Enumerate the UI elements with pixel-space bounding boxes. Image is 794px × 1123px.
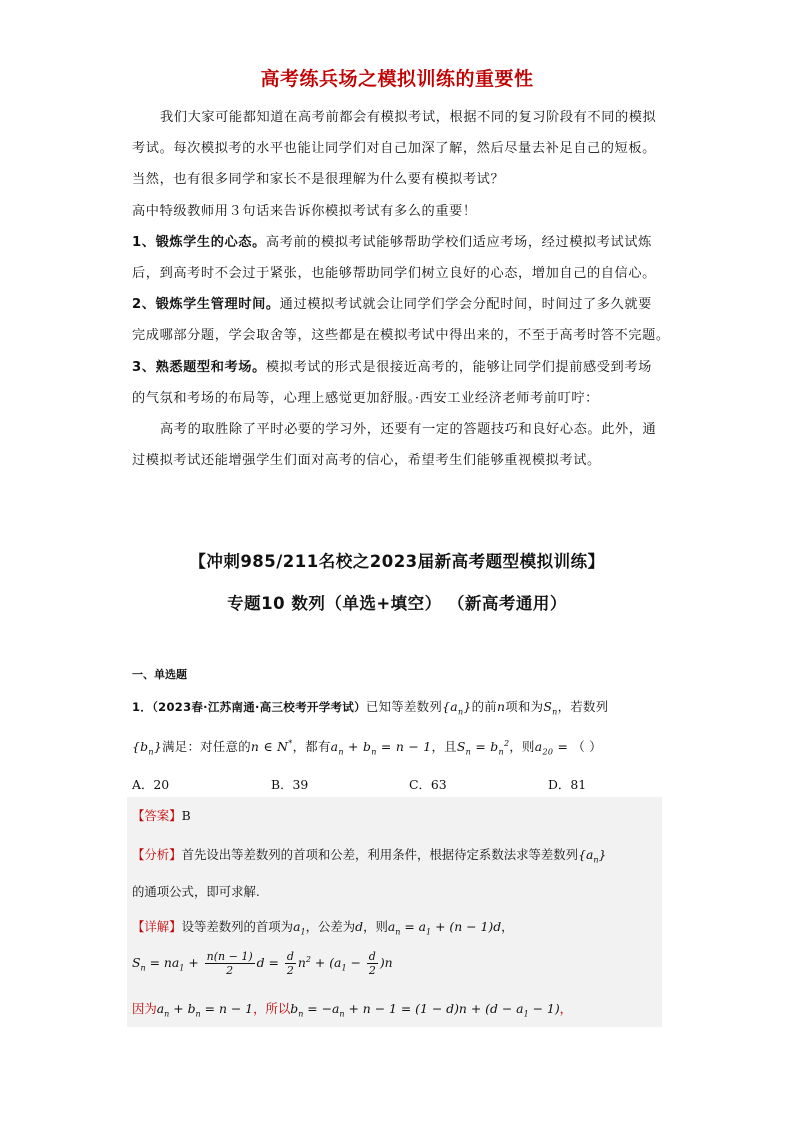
intro-line: 我们大家可能都知道在高考前都会有模拟考试，根据不同的复习阶段有不同的模拟 [160, 110, 657, 125]
question-text: ，若数列 [557, 699, 609, 714]
intro-line: 高中特级教师用３句话来告诉你模拟考试有多么的重要！ [132, 203, 477, 219]
fraction: $\frac{d}{2}$ [286, 950, 294, 977]
math-seq-b: $\{b_n\}$ [132, 739, 163, 757]
exam-subheading: 专题10 数列（单选+填空） （新高考通用） [227, 594, 567, 613]
intro-line: 高考的取胜除了平时必要的学习外，还要有一定的答题技巧和良好心态。此外，通 [160, 422, 657, 438]
intro-line: 通过模拟考试就会让同学们学会分配时间，时间过了多久就要 [279, 297, 652, 313]
question-text: 项和为 [505, 699, 544, 714]
answer-tag: 【答案】 [132, 808, 182, 823]
question-text: = （ ） [553, 739, 602, 754]
intro-line: 完成哪部分题，学会取舍等，这些都是在模拟考试中得出来的，不至于高考时答不完题。 [132, 328, 670, 344]
math-target: $a_{20}$ [534, 739, 554, 757]
intro-line: 后，到高考时不会过于紧张，也能够帮助同学们树立良好的心态，增加自己的自信心。 [132, 266, 656, 282]
detail-line-2-sum-formula: $S_n = na_1$ + $\frac{n(n - 1)}{2}$ d = $\frac{d}{2}$ $n^2 + (a_1$ − $\frac{d}{2}$ )n [132, 950, 393, 977]
math-cond-1: n ∈ N* [250, 738, 293, 754]
point-1-heading: 1、锻炼学生的心态。 [132, 234, 266, 250]
math-seq-a: $\{a_n\}$ [578, 847, 607, 865]
intro-line: 过模拟考试还能增强学生们面对高考的信心，希望考生们能够重视模拟考试。 [132, 453, 601, 469]
point-2-heading: 2、锻炼学生管理时间。 [132, 297, 280, 313]
question-1-line-1 [132, 697, 672, 716]
analysis-line-2: 的通项公式，即可求解. [132, 884, 260, 899]
analysis-line-1 [132, 845, 606, 864]
question-text: 的前 [471, 699, 497, 714]
question-text: ，都有 [292, 739, 331, 754]
answer-value: B [181, 808, 191, 823]
section-title: 一、单选题 [132, 668, 187, 681]
question-source: （2023春·江苏南通·高三校考开学考试） [152, 700, 366, 714]
question-text: ，则 [509, 739, 535, 754]
answer-box [127, 797, 662, 1027]
math-general-term: $a_n = a_1 + (n - 1)d$ [387, 919, 502, 937]
math-cond-2: $a_n + b_n = n - 1$ [330, 739, 432, 757]
intro-line: 模拟考试的形式是很接近高考的，能够让同学们提前感受到考场 [265, 359, 652, 375]
fraction: $\frac{n(n - 1)}{2}$ [206, 950, 253, 977]
point-3-heading: 3、熟悉题型和考场。 [132, 359, 266, 375]
analysis-tag: 【分析】 [132, 847, 182, 862]
question-1-line-2 [132, 737, 672, 756]
math-seq-a: $\{a_n\}$ [442, 699, 472, 717]
detail-line-3: 因为$a_n + b_n = n - 1$，所以$b_n = -a_n + n - 1 = (1 - d)n + (d - a_1 - 1)$， [132, 1001, 573, 1019]
question-text: 满足：对任意的 [162, 739, 251, 754]
answer-line [132, 806, 191, 824]
page-title: 高考练兵场之模拟训练的重要性 [260, 68, 534, 90]
choice-b[interactable]: B．39 [271, 777, 309, 792]
detail-tag: 【详解】 [132, 919, 182, 934]
detail-line-1: 【详解】设等差数列的首项为$a_1$，公差为d，则$a_n = a_1 + (n - 1)d$， [132, 919, 514, 937]
exam-heading: 【冲刺985/211名校之2023届新高考题型模拟训练】 [189, 552, 605, 571]
choice-a[interactable]: A．20 [132, 777, 170, 792]
intro-line: 的气氛和考场的布局等，心理上感觉更加舒服。·西安工业经济老师考前叮咛： [132, 390, 599, 406]
intro-line: 高考前的模拟考试能够帮助学校们适应考场，经过模拟考试试炼 [265, 234, 652, 250]
intro-paragraph-1 [132, 102, 672, 476]
question-number: 1． [132, 700, 153, 714]
fraction: $\frac{d}{2}$ [368, 950, 376, 977]
choice-d[interactable]: D．81 [548, 777, 587, 792]
math-cond-3: $S_n = b_n^2$ [456, 738, 510, 757]
question-text: 已知等差数列 [365, 699, 443, 714]
question-text: ，且 [431, 739, 457, 754]
analysis-text: 首先设出等差数列的首项和公差，利用条件，根据待定系数法求等差数列 [181, 847, 579, 862]
choice-c[interactable]: C．63 [409, 777, 447, 792]
intro-line: 考试。每次模拟考的水平也能让同学们对自己加深了解，然后尽量去补足自己的短板。 [132, 141, 656, 157]
math-var-n: n [496, 699, 506, 714]
math-sum-s: $S_n$ [543, 699, 558, 717]
intro-line: 当然，也有很多同学和家长不是很理解为什么要有模拟考试？ [132, 172, 505, 188]
